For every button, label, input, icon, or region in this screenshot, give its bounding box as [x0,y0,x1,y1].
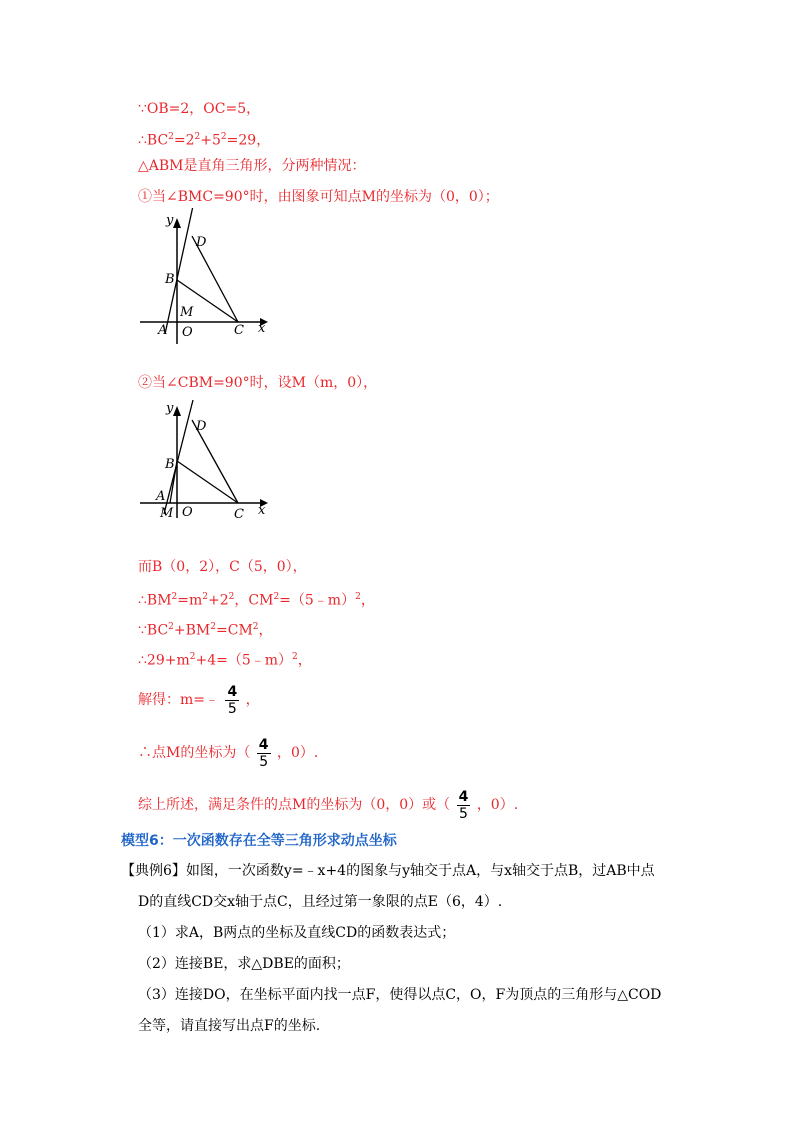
label-x: x [258,321,266,336]
bm-cm-squared: $\therefore BM^2=m^2+2^2$，$CM^2=(5﹣m)^2$， [138,592,375,609]
label-b: B [165,457,175,472]
solution: 解得：m=﹣ $\frac{4}{5}$ ， [138,683,260,717]
fraction-4-5: $\frac{4}{5}$ [227,683,238,717]
conclusion: 综上所述，满足条件的点M的坐标为（0，0）或（ $\frac{4}{5}$ ，0）. [138,788,519,822]
label-m: M [180,305,194,320]
points-bc: 而B（0，2），C（5，0）， [138,559,307,575]
label-x: x [258,503,266,518]
y-axis-arrow [173,218,181,228]
label-b: B [165,272,175,287]
example-line-1: 【典例6】如图，一次函数y=﹣x+4的图象与y轴交于点A，与x轴交于点B，过AB中点 [121,863,655,879]
question-1: （1）求A，B两点的坐标及直线CD的函数表达式； [138,925,456,941]
label-c: C [234,507,244,522]
case-two: ②当∠CBM=90°时，设M（m，0）， [138,375,378,391]
label-a: A [158,323,168,338]
label-o: O [182,325,193,340]
label-m: M [160,506,174,521]
figure-case-two [140,396,280,524]
question-3: （3）连接DO，在坐标平面内找一点F，使得以点C，O，F为顶点的三角形与△COD [138,987,662,1003]
equation: $\therefore 29+m^2+4=(5﹣m)^2$， [138,652,312,669]
label-d: D [196,419,207,434]
fraction-neg-4-5: $\frac{4}{5}$ [458,788,469,822]
point-m-coordinate: ∴点M的坐标为（ $\frac{4}{5}$ ，0）. [138,736,319,770]
label-y: y [166,213,174,228]
case-one: ①当∠BMC=90°时，由图象可知点M的坐标为（0，0）； [138,189,499,205]
label-a: A [156,489,166,504]
question-2: （2）连接BE，求△DBE的面积； [138,956,350,972]
case-intro: △ABM是直角三角形，分两种情况： [138,158,366,174]
label-c: C [234,323,244,338]
label-y: y [166,401,174,416]
segment-bc [177,461,238,503]
label-d: D [196,235,207,250]
bc-squared-line: $\therefore BC^2=2^2+5^2=29$， [138,132,271,149]
figure-case-one [140,208,280,350]
pythagoras: $\because BC^2+BM^2=CM^2$， [138,622,273,639]
fraction-neg-4-5: $\frac{4}{5}$ [258,736,269,770]
section-heading: 模型6：一次函数存在全等三角形求动点坐标 [121,833,397,849]
given-ob-oc: ∵OB=2，OC=5， [138,101,261,117]
y-axis-arrow [173,406,181,416]
question-3-cont: 全等，请直接写出点F的坐标. [138,1018,321,1034]
example-line-2: D的直线CD交x轴于点C，且经过第一象限的点E（6，4）. [138,894,503,910]
label-o: O [182,505,193,520]
